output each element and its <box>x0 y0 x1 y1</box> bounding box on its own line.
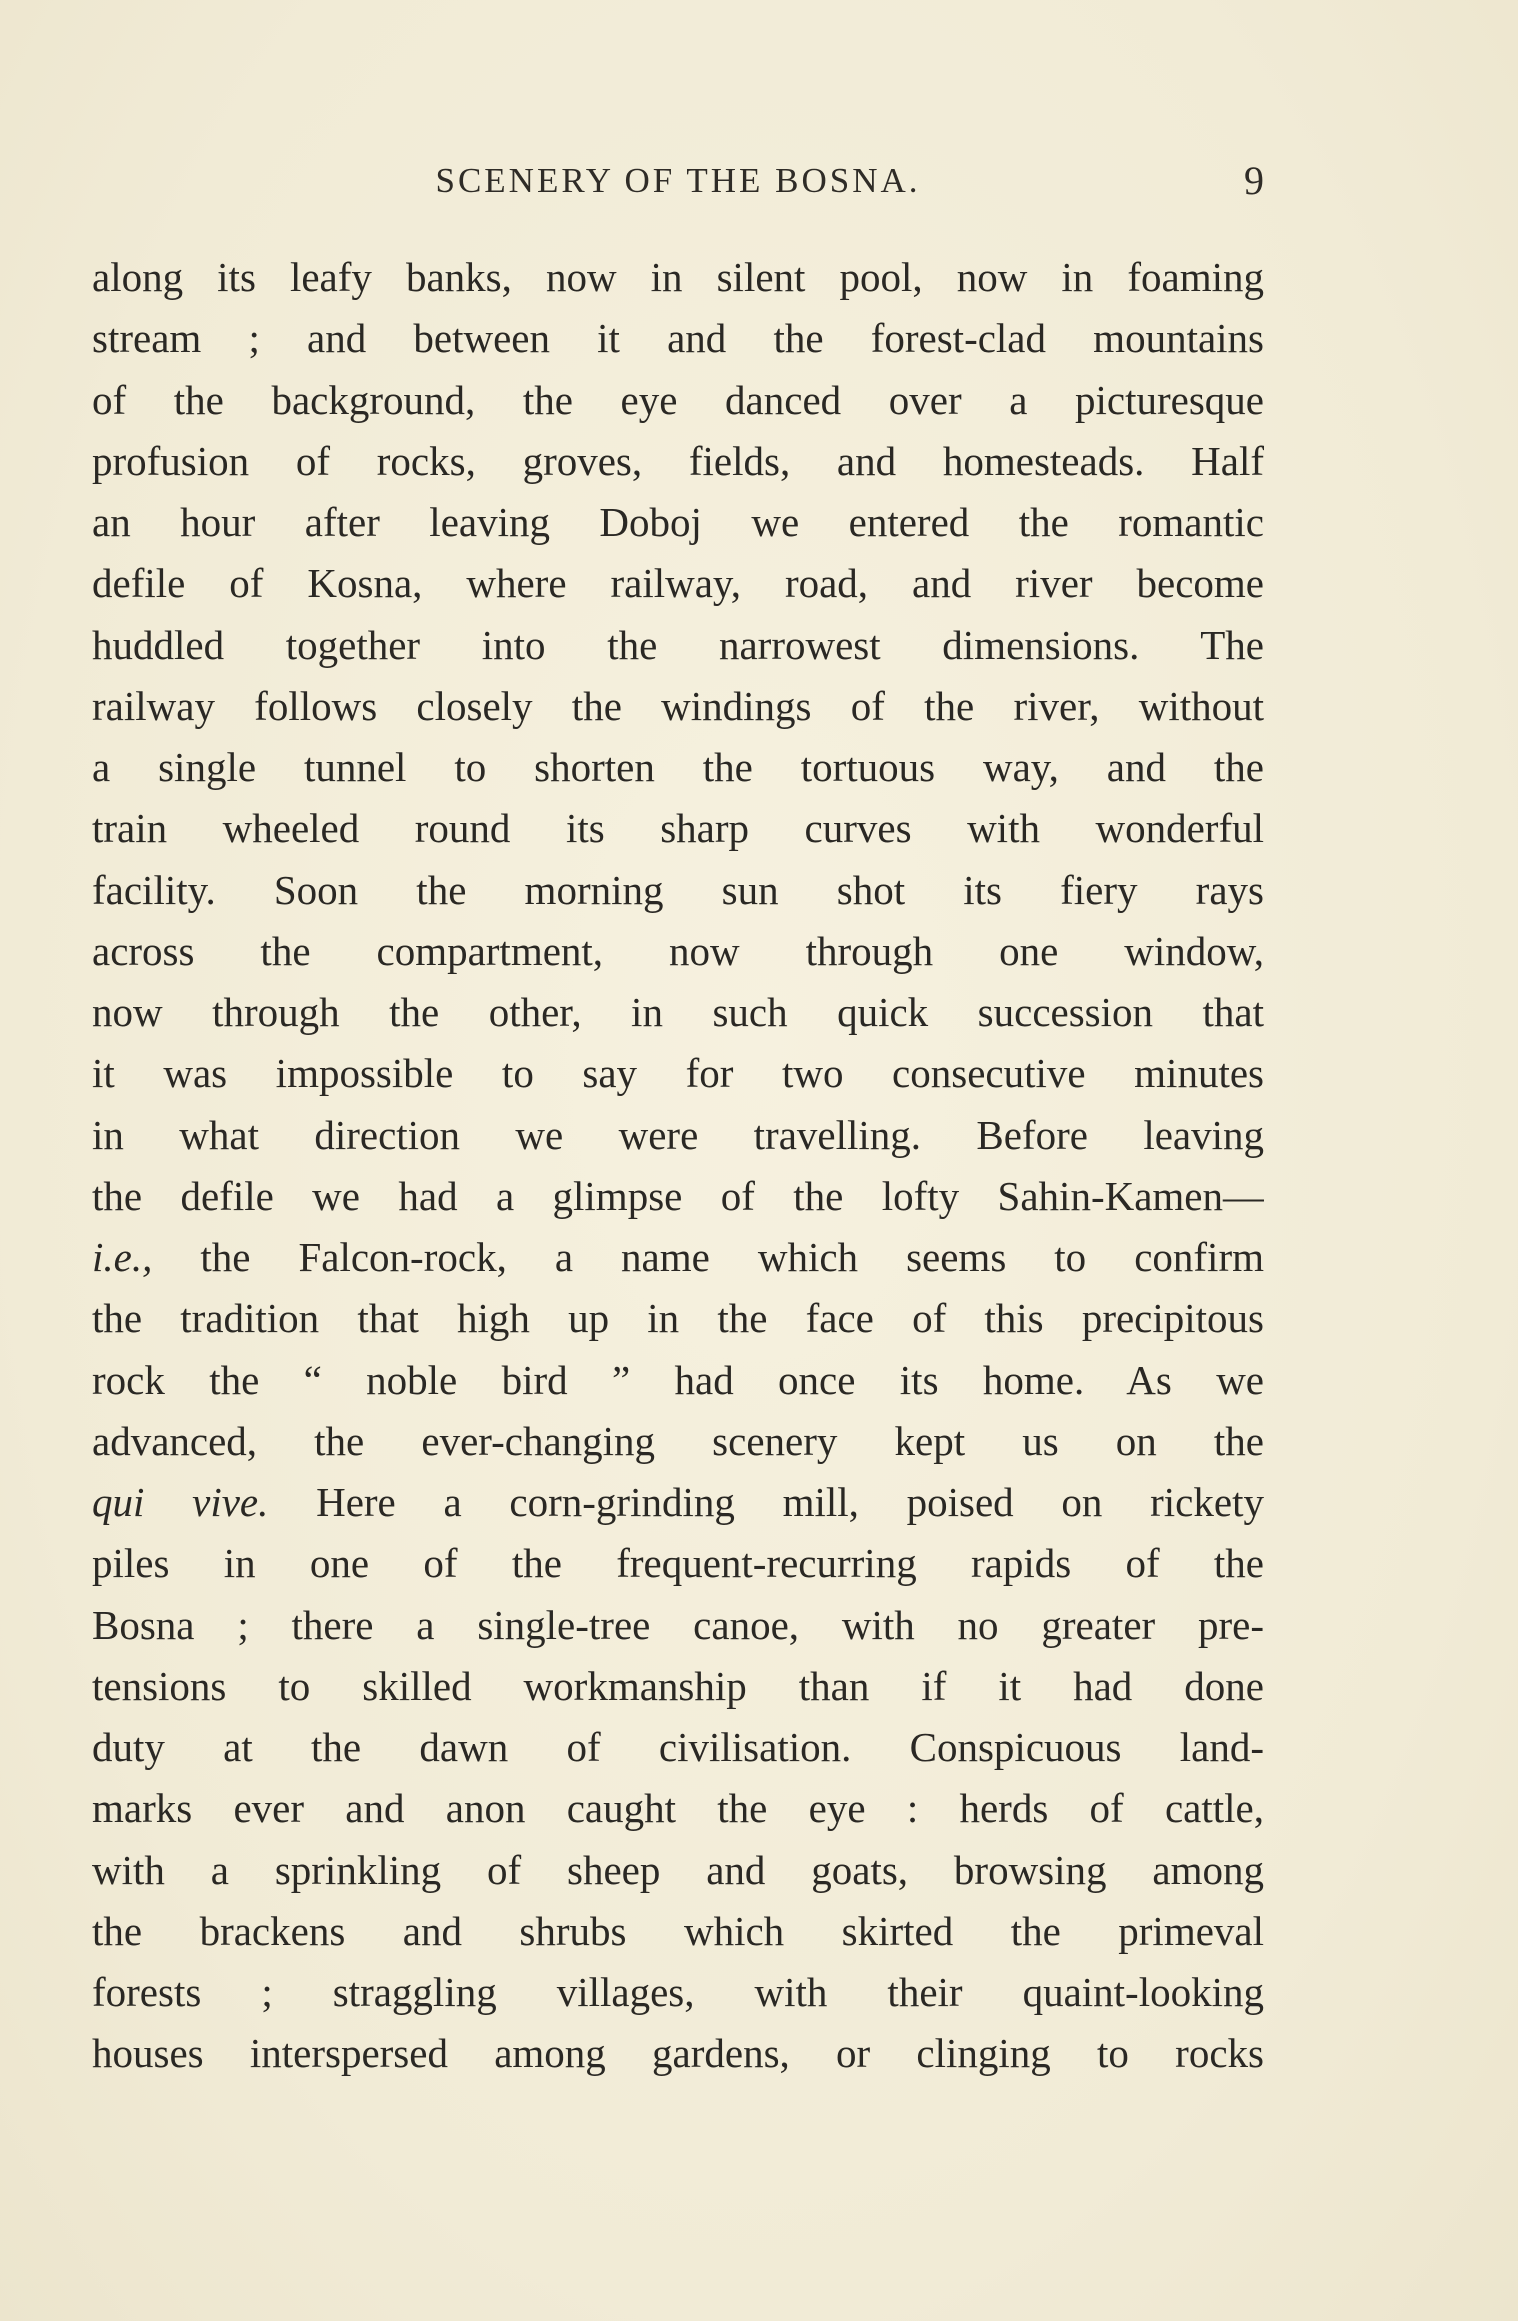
text-line-qui-vive-rest: Here a corn-grinding mill, poised on rickety <box>268 1479 1264 1525</box>
text-line: Bosna ; there a single-tree canoe, with no greater pre- <box>92 1601 1264 1648</box>
text-line: along its leafy banks, now in silent pool, now in foaming <box>92 254 1264 300</box>
text-line: duty at the dawn of civilisation. Conspicuous land- <box>92 1724 1264 1770</box>
text-line: an hour after leaving Doboj we entered the romantic <box>92 499 1264 545</box>
italic-ie: i.e., <box>92 1234 153 1280</box>
text-line: the tradition that high up in the face of this precipitous <box>92 1295 1264 1342</box>
text-line: of the background, the eye danced over a picturesque <box>92 376 1264 423</box>
text-line: a single tunnel to shorten the tortuous way, and the <box>92 744 1264 790</box>
page-number: 9 <box>1244 158 1264 203</box>
text-line: the defile we had a glimpse of the lofty Sahin-Kamen— <box>92 1172 1264 1219</box>
running-head <box>92 155 1264 205</box>
text-line: advanced, the ever-changing scenery kept us on the <box>92 1417 1264 1464</box>
text-line-ie <box>92 1227 1264 1288</box>
text-line: forests ; straggling villages, with their quaint-looking <box>92 1969 1264 2015</box>
text-line: piles in one of the frequent-recurring rapids of the <box>92 1540 1264 1587</box>
text-line: defile of Kosna, where railway, road, and river become <box>92 560 1264 607</box>
text-line: the brackens and shrubs which skirted the primeval <box>92 1907 1264 1954</box>
italic-qui-vive: qui vive. <box>92 1479 269 1525</box>
text-line: profusion of rocks, groves, fields, and homesteads. Half <box>92 437 1264 484</box>
text-line: now through the other, in such quick succession that <box>92 989 1264 1035</box>
text-line: railway follows closely the windings of the river, without <box>92 682 1264 729</box>
text-line: across the compartment, now through one window, <box>92 927 1264 974</box>
text-line: stream ; and between it and the forest-clad mountains <box>92 315 1264 362</box>
running-head-title: SCENERY OF THE BOSNA. <box>435 161 921 200</box>
text-line-qui-vive <box>92 1472 1264 1533</box>
text-line: tensions to skilled workmanship than if it had done <box>92 1662 1264 1709</box>
text-line: rock the “ noble bird ” had once its home. As we <box>92 1356 1264 1403</box>
text-line: houses interspersed among gardens, or clinging to rocks <box>92 2030 1264 2077</box>
text-line: marks ever and anon caught the eye : herds of cattle, <box>92 1785 1264 1832</box>
text-line: in what direction we were travelling. Before leaving <box>92 1111 1264 1158</box>
text-line: facility. Soon the morning sun shot its fiery rays <box>92 866 1264 913</box>
text-line: it was impossible to say for two consecutive minutes <box>92 1050 1264 1097</box>
body-text <box>92 247 1264 2085</box>
text-line: huddled together into the narrowest dimensions. The <box>92 621 1264 668</box>
text-line-ie-rest: the Falcon-rock, a name which seems to confirm <box>152 1234 1264 1280</box>
text-line: train wheeled round its sharp curves with wonderful <box>92 805 1264 852</box>
text-line: with a sprinkling of sheep and goats, browsing among <box>92 1846 1264 1893</box>
